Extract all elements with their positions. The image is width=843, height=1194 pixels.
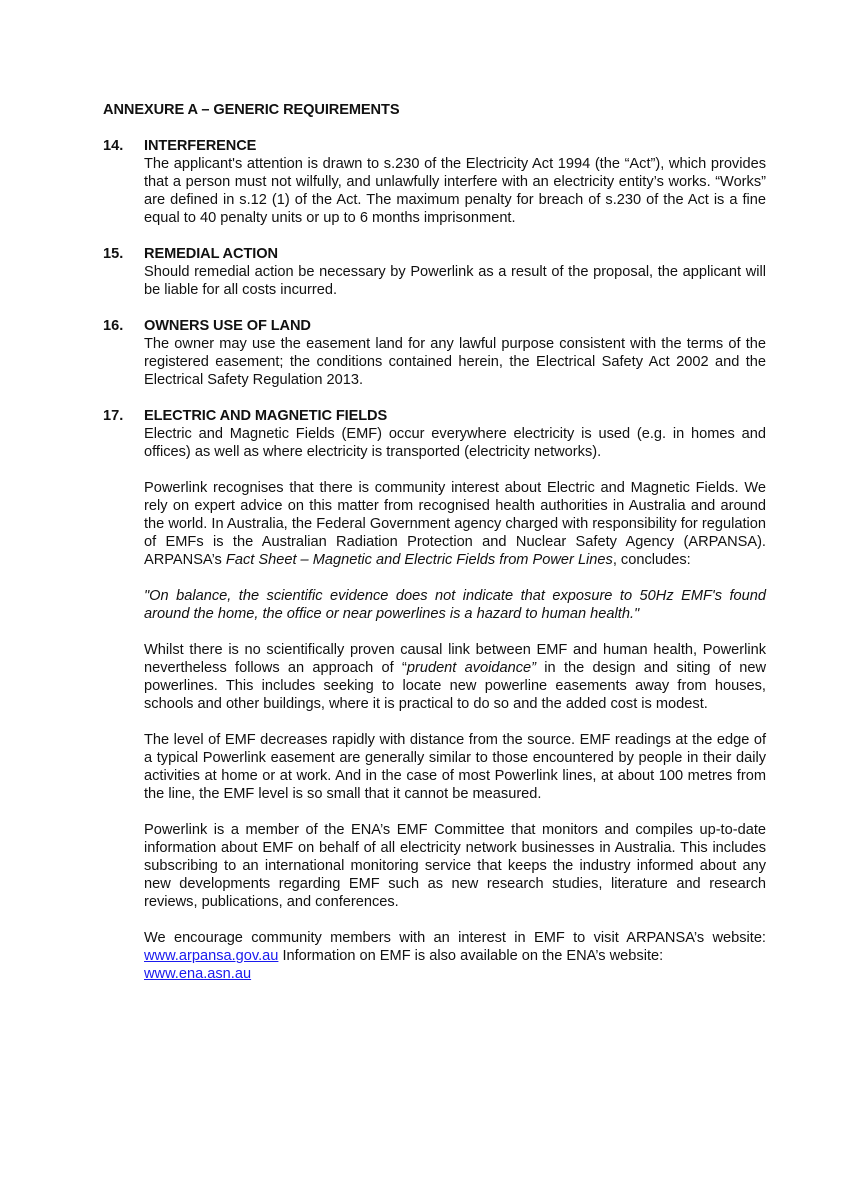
- section-heading: INTERFERENCE: [144, 138, 257, 154]
- arpansa-website-link[interactable]: www.arpansa.gov.au: [144, 948, 279, 964]
- fact-sheet-title: Fact Sheet – Magnetic and Electric Fields from Power Lines: [225, 552, 613, 568]
- prudent-avoidance-term: prudent avoidance”: [406, 660, 537, 676]
- paragraph-ena-committee: Powerlink is a member of the ENA’s EMF Committee that monitors and compiles up-to-date information about EMF on behalf of all electricity network businesses in Australia. This includes subscribing to an international monitoring service that keeps the industry informed about any new developments regarding EMF such as new research studies, literature and research reviews, publications, and conferences.: [144, 822, 766, 910]
- paragraph: The owner may use the easement land for any lawful purpose consistent with the terms of the registered easement; the conditions contained herein, the Electrical Safety Act 2002 and the Electrical Safety Regulation 2013.: [144, 336, 766, 388]
- section-remedial-action: [103, 245, 766, 299]
- section-number: 17.: [103, 408, 124, 424]
- section-body: [144, 407, 766, 983]
- section-body: [144, 317, 766, 389]
- document-page: [103, 101, 766, 1001]
- text-run: We encourage community members with an interest in EMF to visit ARPANSA’s website:: [144, 930, 766, 946]
- paragraph-websites: [144, 929, 766, 983]
- text-run: in the design and siting of new powerlines. This includes seeking to locate new powerline easements away from houses, schools and other buildings, where it is practical to do so and the added cost is modest.: [144, 660, 766, 712]
- section-number: 16.: [103, 318, 124, 334]
- section-heading: ELECTRIC AND MAGNETIC FIELDS: [144, 408, 388, 424]
- paragraph-emf-levels: The level of EMF decreases rapidly with distance from the source. EMF readings at the edge of a typical Powerlink easement are generally similar to those encountered by people in their daily activities at home or at work. And in the case of most Powerlink lines, at about 100 metres from the line, the EMF level is so small that it cannot be measured.: [144, 732, 766, 802]
- paragraph: The applicant's attention is drawn to s.230 of the Electricity Act 1994 (the “Act”), which provides that a person must not wilfully, and unlawfully interfere with an electricity entity’s works. “Works” are defined in s.12 (1) of the Act. The maximum penalty for breach of s.230 of the Act is a fine equal to 40 penalty units or up to 6 months imprisonment.: [144, 156, 766, 226]
- section-number: 14.: [103, 138, 124, 154]
- section-body: [144, 245, 766, 299]
- section-number: 15.: [103, 246, 124, 262]
- section-heading: OWNERS USE OF LAND: [144, 318, 311, 334]
- paragraph-prudent-avoidance: [144, 641, 766, 713]
- section-body: [144, 137, 766, 227]
- paragraph-arpansa: [144, 479, 766, 569]
- annex-title: ANNEXURE A – GENERIC REQUIREMENTS: [103, 102, 400, 118]
- quote-paragraph: "On balance, the scientific evidence does not indicate that exposure to 50Hz EMF's found around the home, the office or near powerlines is a hazard to human health.": [144, 588, 766, 622]
- section-electric-magnetic-fields: [103, 407, 766, 983]
- ena-website-link[interactable]: www.ena.asn.au: [144, 966, 252, 982]
- section-heading: REMEDIAL ACTION: [144, 246, 278, 262]
- section-interference: [103, 137, 766, 227]
- section-owners-use-of-land: [103, 317, 766, 389]
- text-run: Powerlink recognises that there is community interest about Electric and Magnetic Fields. We rely on expert advice on this matter from recognised health authorities in Australia and around the world. In Australia, the Federal Government agency charged with responsibility for regulation of EMFs is the Australian Radiation Protection and Nuclear Safety Agency (ARPANSA). ARPANSA’s: [144, 480, 766, 568]
- text-run: , concludes:: [612, 552, 691, 568]
- paragraph-emf-intro: Electric and Magnetic Fields (EMF) occur everywhere electricity is used (e.g. in homes and offices) as well as where electricity is transported (electricity networks).: [144, 426, 766, 460]
- text-run: Information on EMF is also available on the ENA’s website:: [278, 948, 664, 964]
- paragraph: Should remedial action be necessary by Powerlink as a result of the proposal, the applicant will be liable for all costs incurred.: [144, 264, 766, 298]
- text-run: Whilst there is no scientifically proven causal link between EMF and human health, Powerlink nevertheless follows an approach of “: [144, 642, 766, 676]
